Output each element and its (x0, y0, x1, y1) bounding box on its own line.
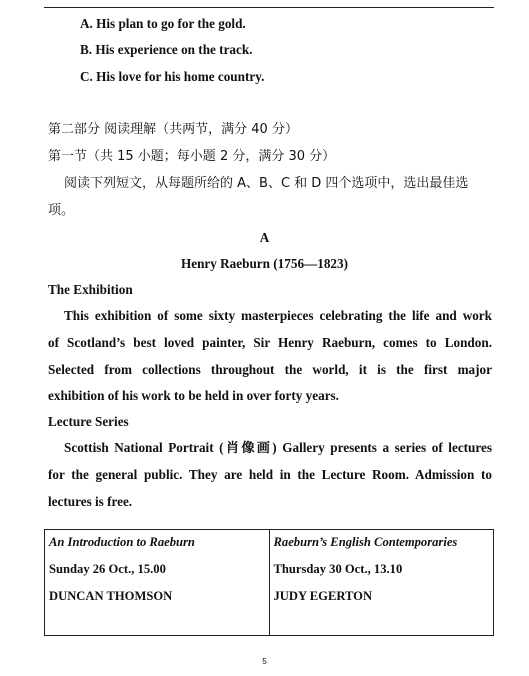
para1-line-2: of Scotland’s best loved painter, Sir Henry Raeburn, comes to London. (48, 335, 492, 350)
heading-exhibition: The Exhibition (48, 282, 133, 297)
instruction-line-1: 阅读下列短文，从每题所给的 A、B、C 和 D 四个选项中，选出最佳选 (64, 176, 469, 191)
para2-line-2: for the general public. They are held in the Lecture Room. Admission to (48, 467, 492, 482)
para1-line-4: exhibition of his work to be held in over forty years. (48, 388, 339, 403)
lecture-title: Raeburn’s English Contemporaries (273, 535, 458, 549)
sub-title: 第一节（共 15 小题；每小题 2 分，满分 30 分） (48, 149, 336, 164)
option-c: C. His love for his home country. (80, 69, 265, 84)
passage-title: Henry Raeburn (1756—1823) (180, 256, 349, 271)
lecture-table (44, 529, 494, 636)
lecture-cell-1 (45, 530, 270, 636)
para1-line-1: This exhibition of some sixty masterpieces celebrating the life and work (64, 308, 492, 323)
lecture-date: Sunday 26 Oct., 15.00 (49, 562, 166, 576)
passage-letter: A (259, 230, 270, 245)
para2-line-3: lectures is free. (48, 494, 133, 509)
lecture-date: Thursday 30 Oct., 13.10 (273, 562, 403, 576)
heading-lecture-series: Lecture Series (48, 414, 129, 429)
lecture-cell-2 (269, 530, 494, 636)
header-rule (44, 7, 494, 8)
lecture-speaker: JUDY EGERTON (273, 589, 373, 603)
option-b: B. His experience on the track. (80, 42, 253, 57)
option-a: A. His plan to go for the gold. (80, 16, 246, 31)
para2-line-1: Scottish National Portrait (肖像画) Gallery presents a series of lectures (64, 440, 492, 455)
lecture-speaker: DUNCAN THOMSON (49, 589, 173, 603)
para1-line-3: Selected from collections throughout the world, it is the first major (48, 362, 492, 377)
lecture-title: An Introduction to Raeburn (49, 535, 195, 549)
instruction-line-2: 项。 (48, 203, 75, 218)
part-title: 第二部分 阅读理解（共两节，满分 40 分） (48, 122, 298, 137)
page-number: 5 (262, 657, 267, 666)
